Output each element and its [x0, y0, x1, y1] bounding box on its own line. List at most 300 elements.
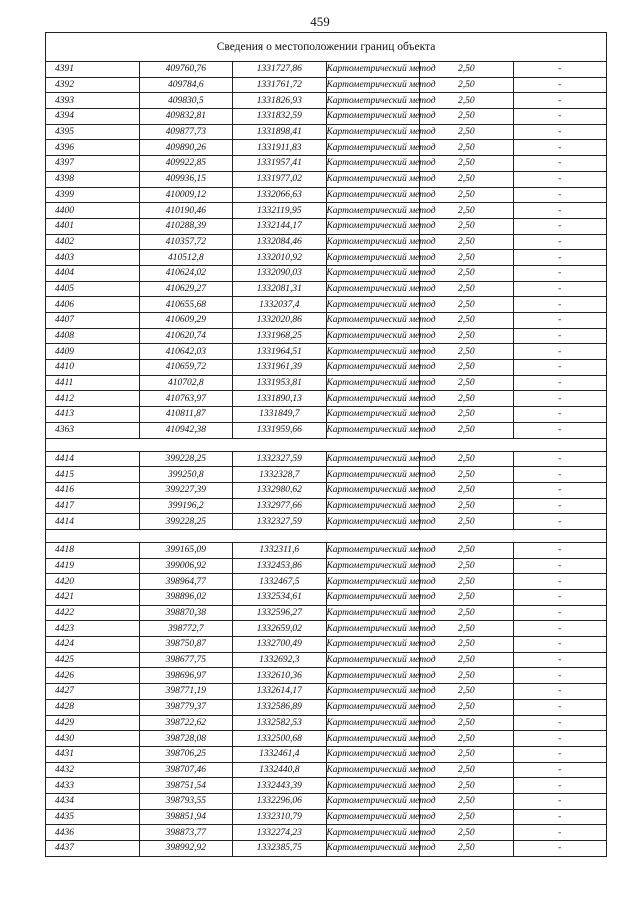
method-cell: Картометрический метод — [326, 731, 420, 747]
point-number-cell: 4414 — [46, 514, 140, 530]
accuracy-cell: 2,50 — [420, 778, 514, 794]
accuracy-cell: 2,50 — [420, 93, 514, 109]
description-cell: - — [513, 482, 607, 498]
description-cell: - — [513, 234, 607, 250]
description-cell: - — [513, 77, 607, 93]
method-cell: Картометрический метод — [326, 203, 420, 219]
method-cell: Картометрический метод — [326, 498, 420, 514]
accuracy-cell: 2,50 — [420, 746, 514, 762]
coord-y-cell: 1332020,86 — [233, 313, 327, 329]
coord-y-cell: 1332274,23 — [233, 825, 327, 841]
method-cell: Картометрический метод — [326, 328, 420, 344]
coord-y-cell: 1332328,7 — [233, 467, 327, 483]
method-cell: Картометрический метод — [326, 265, 420, 281]
point-number-cell: 4426 — [46, 668, 140, 684]
accuracy-cell: 2,50 — [420, 124, 514, 140]
point-number-cell: 4392 — [46, 77, 140, 93]
point-number-cell: 4412 — [46, 391, 140, 407]
point-number-cell: 4418 — [46, 542, 140, 558]
point-number-cell: 4410 — [46, 360, 140, 376]
table-row — [46, 203, 607, 219]
accuracy-cell: 2,50 — [420, 590, 514, 606]
method-cell: Картометрический метод — [326, 762, 420, 778]
method-cell: Картометрический метод — [326, 699, 420, 715]
table-row — [46, 637, 607, 653]
description-cell: - — [513, 203, 607, 219]
description-cell: - — [513, 171, 607, 187]
page-number: 459 — [310, 14, 330, 29]
description-cell: - — [513, 809, 607, 825]
description-cell: - — [513, 156, 607, 172]
method-cell: Картометрический метод — [326, 281, 420, 297]
table-row — [46, 809, 607, 825]
description-cell: - — [513, 731, 607, 747]
table-row — [46, 344, 607, 360]
coord-x-cell: 399227,39 — [139, 482, 233, 498]
description-cell: - — [513, 360, 607, 376]
coord-x-cell: 410629,27 — [139, 281, 233, 297]
table-row — [46, 699, 607, 715]
table-row — [46, 542, 607, 558]
point-number-cell: 4391 — [46, 62, 140, 78]
description-cell: - — [513, 109, 607, 125]
coord-y-cell: 1331832,59 — [233, 109, 327, 125]
coord-y-cell: 1332467,5 — [233, 574, 327, 590]
point-number-cell: 4408 — [46, 328, 140, 344]
description-cell: - — [513, 668, 607, 684]
method-cell: Картометрический метод — [326, 715, 420, 731]
method-cell: Картометрический метод — [326, 109, 420, 125]
accuracy-cell: 2,50 — [420, 218, 514, 234]
table-row — [46, 825, 607, 841]
table-row — [46, 652, 607, 668]
coord-y-cell: 1332385,75 — [233, 841, 327, 857]
coord-y-cell: 1332596,27 — [233, 605, 327, 621]
coord-x-cell: 410763,97 — [139, 391, 233, 407]
point-number-cell: 4435 — [46, 809, 140, 825]
coord-y-cell: 1332084,46 — [233, 234, 327, 250]
coord-y-cell: 1332582,53 — [233, 715, 327, 731]
description-cell: - — [513, 124, 607, 140]
description-cell: - — [513, 542, 607, 558]
accuracy-cell: 2,50 — [420, 482, 514, 498]
coord-y-cell: 1331761,72 — [233, 77, 327, 93]
accuracy-cell: 2,50 — [420, 825, 514, 841]
coord-y-cell: 1331898,41 — [233, 124, 327, 140]
coord-y-cell: 1331911,83 — [233, 140, 327, 156]
point-number-cell: 4393 — [46, 93, 140, 109]
description-cell: - — [513, 590, 607, 606]
coord-y-cell: 1332461,4 — [233, 746, 327, 762]
coord-x-cell: 409830,5 — [139, 93, 233, 109]
point-number-cell: 4437 — [46, 841, 140, 857]
method-cell: Картометрический метод — [326, 652, 420, 668]
method-cell: Картометрический метод — [326, 778, 420, 794]
coord-x-cell: 409936,15 — [139, 171, 233, 187]
description-cell: - — [513, 778, 607, 794]
point-number-cell: 4413 — [46, 407, 140, 423]
description-cell: - — [513, 715, 607, 731]
description-cell: - — [513, 451, 607, 467]
coord-x-cell: 398870,38 — [139, 605, 233, 621]
coord-x-cell: 398793,55 — [139, 793, 233, 809]
point-number-cell: 4397 — [46, 156, 140, 172]
point-number-cell: 4417 — [46, 498, 140, 514]
method-cell: Картометрический метод — [326, 809, 420, 825]
table-row — [46, 77, 607, 93]
table-row — [46, 124, 607, 140]
coord-y-cell: 1331727,86 — [233, 62, 327, 78]
point-number-cell: 4423 — [46, 621, 140, 637]
description-cell: - — [513, 265, 607, 281]
accuracy-cell: 2,50 — [420, 841, 514, 857]
method-cell: Картометрический метод — [326, 77, 420, 93]
point-number-cell: 4394 — [46, 109, 140, 125]
group-separator-row — [46, 438, 607, 451]
description-cell: - — [513, 187, 607, 203]
table-row — [46, 328, 607, 344]
method-cell: Картометрический метод — [326, 171, 420, 187]
description-cell: - — [513, 684, 607, 700]
point-number-cell: 4401 — [46, 218, 140, 234]
method-cell: Картометрический метод — [326, 621, 420, 637]
accuracy-cell: 2,50 — [420, 297, 514, 313]
table-row — [46, 762, 607, 778]
description-cell: - — [513, 605, 607, 621]
description-cell: - — [513, 699, 607, 715]
accuracy-cell: 2,50 — [420, 360, 514, 376]
accuracy-cell: 2,50 — [420, 684, 514, 700]
table-row — [46, 313, 607, 329]
method-cell: Картометрический метод — [326, 668, 420, 684]
method-cell: Картометрический метод — [326, 793, 420, 809]
accuracy-cell: 2,50 — [420, 234, 514, 250]
description-cell: - — [513, 422, 607, 438]
coord-y-cell: 1332977,66 — [233, 498, 327, 514]
description-cell: - — [513, 825, 607, 841]
table-title: Сведения о местоположении границ объекта — [46, 33, 607, 62]
method-cell: Картометрический метод — [326, 250, 420, 266]
accuracy-cell: 2,50 — [420, 77, 514, 93]
table-row — [46, 265, 607, 281]
point-number-cell: 4429 — [46, 715, 140, 731]
method-cell: Картометрический метод — [326, 344, 420, 360]
accuracy-cell: 2,50 — [420, 762, 514, 778]
accuracy-cell: 2,50 — [420, 731, 514, 747]
boundary-table — [45, 32, 607, 857]
coord-y-cell: 1331957,41 — [233, 156, 327, 172]
accuracy-cell: 2,50 — [420, 344, 514, 360]
coord-y-cell: 1331961,39 — [233, 360, 327, 376]
accuracy-cell: 2,50 — [420, 62, 514, 78]
accuracy-cell: 2,50 — [420, 637, 514, 653]
description-cell: - — [513, 375, 607, 391]
table-row — [46, 250, 607, 266]
coord-x-cell: 410609,29 — [139, 313, 233, 329]
coord-y-cell: 1332534,61 — [233, 590, 327, 606]
table-row — [46, 375, 607, 391]
coord-y-cell: 1331826,93 — [233, 93, 327, 109]
accuracy-cell: 2,50 — [420, 281, 514, 297]
coord-x-cell: 398992,92 — [139, 841, 233, 857]
description-cell: - — [513, 344, 607, 360]
method-cell: Картометрический метод — [326, 187, 420, 203]
table-row — [46, 109, 607, 125]
description-cell: - — [513, 218, 607, 234]
table-row — [46, 514, 607, 530]
coord-y-cell: 1332500,68 — [233, 731, 327, 747]
coord-x-cell: 398896,02 — [139, 590, 233, 606]
coord-y-cell: 1332440,8 — [233, 762, 327, 778]
description-cell: - — [513, 391, 607, 407]
description-cell: - — [513, 574, 607, 590]
coord-x-cell: 410655,68 — [139, 297, 233, 313]
description-cell: - — [513, 498, 607, 514]
point-number-cell: 4409 — [46, 344, 140, 360]
coord-x-cell: 398771,19 — [139, 684, 233, 700]
method-cell: Картометрический метод — [326, 467, 420, 483]
table-row — [46, 422, 607, 438]
table-row — [46, 793, 607, 809]
table-row — [46, 391, 607, 407]
coord-y-cell: 1332692,3 — [233, 652, 327, 668]
method-cell: Картометрический метод — [326, 297, 420, 313]
point-number-cell: 4432 — [46, 762, 140, 778]
table-row — [46, 187, 607, 203]
point-number-cell: 4434 — [46, 793, 140, 809]
accuracy-cell: 2,50 — [420, 391, 514, 407]
coord-y-cell: 1331953,81 — [233, 375, 327, 391]
coord-x-cell: 399196,2 — [139, 498, 233, 514]
table-row — [46, 360, 607, 376]
accuracy-cell: 2,50 — [420, 407, 514, 423]
coord-x-cell: 409784,6 — [139, 77, 233, 93]
description-cell: - — [513, 62, 607, 78]
coord-y-cell: 1331977,02 — [233, 171, 327, 187]
description-cell: - — [513, 281, 607, 297]
point-number-cell: 4363 — [46, 422, 140, 438]
coord-y-cell: 1331968,25 — [233, 328, 327, 344]
point-number-cell: 4399 — [46, 187, 140, 203]
description-cell: - — [513, 328, 607, 344]
coord-x-cell: 399228,25 — [139, 514, 233, 530]
point-number-cell: 4406 — [46, 297, 140, 313]
description-cell: - — [513, 746, 607, 762]
method-cell: Картометрический метод — [326, 313, 420, 329]
method-cell: Картометрический метод — [326, 574, 420, 590]
point-number-cell: 4427 — [46, 684, 140, 700]
coord-y-cell: 1332610,36 — [233, 668, 327, 684]
point-number-cell: 4428 — [46, 699, 140, 715]
method-cell: Картометрический метод — [326, 375, 420, 391]
coord-x-cell: 399250,8 — [139, 467, 233, 483]
accuracy-cell: 2,50 — [420, 265, 514, 281]
accuracy-cell: 2,50 — [420, 699, 514, 715]
table-row — [46, 467, 607, 483]
accuracy-cell: 2,50 — [420, 250, 514, 266]
coord-x-cell: 398964,77 — [139, 574, 233, 590]
method-cell: Картометрический метод — [326, 558, 420, 574]
description-cell: - — [513, 93, 607, 109]
description-cell: - — [513, 762, 607, 778]
table-row — [46, 684, 607, 700]
point-number-cell: 4398 — [46, 171, 140, 187]
accuracy-cell: 2,50 — [420, 451, 514, 467]
table-row — [46, 605, 607, 621]
coord-x-cell: 410624,02 — [139, 265, 233, 281]
accuracy-cell: 2,50 — [420, 203, 514, 219]
coord-y-cell: 1332010,92 — [233, 250, 327, 266]
coord-x-cell: 410009,12 — [139, 187, 233, 203]
point-number-cell: 4416 — [46, 482, 140, 498]
method-cell: Картометрический метод — [326, 93, 420, 109]
table-row — [46, 62, 607, 78]
table-row — [46, 218, 607, 234]
description-cell: - — [513, 637, 607, 653]
point-number-cell: 4422 — [46, 605, 140, 621]
accuracy-cell: 2,50 — [420, 574, 514, 590]
method-cell: Картометрический метод — [326, 360, 420, 376]
method-cell: Картометрический метод — [326, 637, 420, 653]
coord-y-cell: 1332037,4 — [233, 297, 327, 313]
coord-x-cell: 410811,87 — [139, 407, 233, 423]
method-cell: Картометрический метод — [326, 156, 420, 172]
description-cell: - — [513, 407, 607, 423]
coord-x-cell: 410702,8 — [139, 375, 233, 391]
coord-y-cell: 1332327,59 — [233, 451, 327, 467]
point-number-cell: 4405 — [46, 281, 140, 297]
method-cell: Картометрический метод — [326, 234, 420, 250]
description-cell: - — [513, 793, 607, 809]
coord-x-cell: 398750,87 — [139, 637, 233, 653]
coord-x-cell: 410642,03 — [139, 344, 233, 360]
table-row — [46, 715, 607, 731]
point-number-cell: 4433 — [46, 778, 140, 794]
method-cell: Картометрический метод — [326, 605, 420, 621]
accuracy-cell: 2,50 — [420, 605, 514, 621]
coord-y-cell: 1331890,13 — [233, 391, 327, 407]
accuracy-cell: 2,50 — [420, 313, 514, 329]
table-row — [46, 558, 607, 574]
coord-y-cell: 1331959,66 — [233, 422, 327, 438]
table-row — [46, 621, 607, 637]
description-cell: - — [513, 621, 607, 637]
method-cell: Картометрический метод — [326, 407, 420, 423]
method-cell: Картометрический метод — [326, 451, 420, 467]
coord-y-cell: 1332296,06 — [233, 793, 327, 809]
method-cell: Картометрический метод — [326, 140, 420, 156]
coord-x-cell: 398722,62 — [139, 715, 233, 731]
coord-y-cell: 1332659,02 — [233, 621, 327, 637]
coord-y-cell: 1332586,89 — [233, 699, 327, 715]
accuracy-cell: 2,50 — [420, 156, 514, 172]
coord-x-cell: 398779,37 — [139, 699, 233, 715]
table-row — [46, 574, 607, 590]
accuracy-cell: 2,50 — [420, 652, 514, 668]
table-row — [46, 171, 607, 187]
coord-y-cell: 1332144,17 — [233, 218, 327, 234]
description-cell: - — [513, 297, 607, 313]
table-row — [46, 746, 607, 762]
accuracy-cell: 2,50 — [420, 328, 514, 344]
coord-y-cell: 1332310,79 — [233, 809, 327, 825]
description-cell: - — [513, 140, 607, 156]
coord-y-cell: 1332453,86 — [233, 558, 327, 574]
method-cell: Картометрический метод — [326, 542, 420, 558]
method-cell: Картометрический метод — [326, 746, 420, 762]
table-row — [46, 498, 607, 514]
coord-x-cell: 409832,81 — [139, 109, 233, 125]
accuracy-cell: 2,50 — [420, 514, 514, 530]
accuracy-cell: 2,50 — [420, 793, 514, 809]
accuracy-cell: 2,50 — [420, 375, 514, 391]
point-number-cell: 4403 — [46, 250, 140, 266]
point-number-cell: 4407 — [46, 313, 140, 329]
coord-x-cell: 410512,8 — [139, 250, 233, 266]
coord-y-cell: 1332443,39 — [233, 778, 327, 794]
point-number-cell: 4411 — [46, 375, 140, 391]
accuracy-cell: 2,50 — [420, 668, 514, 684]
coord-x-cell: 398851,94 — [139, 809, 233, 825]
method-cell: Картометрический метод — [326, 514, 420, 530]
coord-y-cell: 1332119,95 — [233, 203, 327, 219]
description-cell: - — [513, 467, 607, 483]
method-cell: Картометрический метод — [326, 482, 420, 498]
description-cell: - — [513, 514, 607, 530]
description-cell: - — [513, 841, 607, 857]
coord-x-cell: 409890,26 — [139, 140, 233, 156]
coord-x-cell: 398706,25 — [139, 746, 233, 762]
coord-y-cell: 1331849,7 — [233, 407, 327, 423]
coord-x-cell: 399006,92 — [139, 558, 233, 574]
group-separator-row — [46, 529, 607, 542]
method-cell: Картометрический метод — [326, 590, 420, 606]
coord-x-cell: 399165,09 — [139, 542, 233, 558]
point-number-cell: 4404 — [46, 265, 140, 281]
group-separator-cell — [46, 438, 607, 451]
accuracy-cell: 2,50 — [420, 140, 514, 156]
accuracy-cell: 2,50 — [420, 498, 514, 514]
method-cell: Картометрический метод — [326, 124, 420, 140]
coord-x-cell: 409760,76 — [139, 62, 233, 78]
point-number-cell: 4402 — [46, 234, 140, 250]
coord-x-cell: 410942,38 — [139, 422, 233, 438]
description-cell: - — [513, 558, 607, 574]
accuracy-cell: 2,50 — [420, 171, 514, 187]
point-number-cell: 4415 — [46, 467, 140, 483]
coord-x-cell: 409922,85 — [139, 156, 233, 172]
method-cell: Картометрический метод — [326, 684, 420, 700]
table-row — [46, 93, 607, 109]
accuracy-cell: 2,50 — [420, 109, 514, 125]
method-cell: Картометрический метод — [326, 62, 420, 78]
point-number-cell: 4425 — [46, 652, 140, 668]
point-number-cell: 4396 — [46, 140, 140, 156]
method-cell: Картометрический метод — [326, 825, 420, 841]
coord-x-cell: 410357,72 — [139, 234, 233, 250]
method-cell: Картометрический метод — [326, 841, 420, 857]
table-row — [46, 590, 607, 606]
table-row — [46, 778, 607, 794]
group-separator-cell — [46, 529, 607, 542]
coord-y-cell: 1331964,51 — [233, 344, 327, 360]
table-row — [46, 482, 607, 498]
point-number-cell: 4436 — [46, 825, 140, 841]
point-number-cell: 4424 — [46, 637, 140, 653]
accuracy-cell: 2,50 — [420, 542, 514, 558]
coord-x-cell: 410190,46 — [139, 203, 233, 219]
coord-x-cell: 410288,39 — [139, 218, 233, 234]
